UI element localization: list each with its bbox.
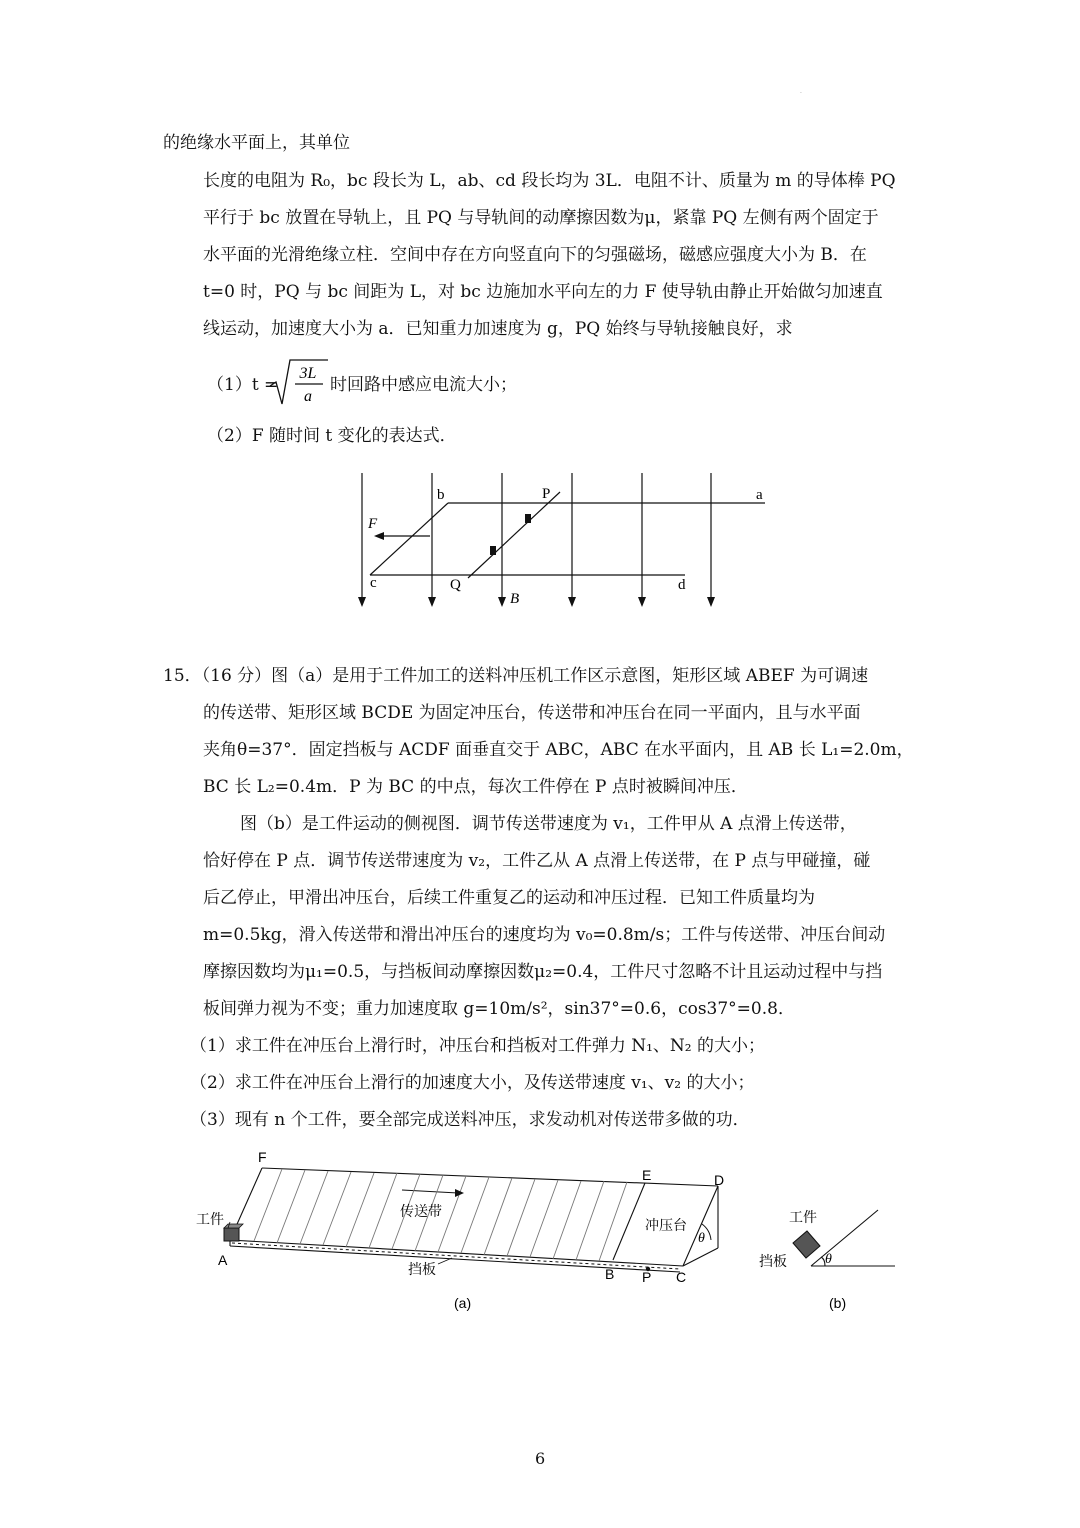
post-lower [490, 546, 496, 555]
label-baffle: 挡板 [408, 1261, 436, 1277]
label-q: Q [450, 577, 461, 593]
label-stamping-table: 冲压台 [645, 1217, 687, 1233]
label-e-corner: E [642, 1167, 652, 1183]
label-theta-b: θ [825, 1252, 832, 1267]
q15-line-2: 夹角θ=37°．固定挡板与 ACDF 面垂直交于 ABC，ABC 在水平面内，且 AB 长 L₁=2.0m， [203, 740, 914, 760]
q15-line-0: 15．（16 分）图（a）是用于工件加工的送料冲压机工作区示意图，矩形区域 ABEF 为可调速 [163, 666, 869, 686]
label-workpiece-b: 工件 [789, 1209, 817, 1225]
q15-line-6: 后乙停止，甲滑出冲压台，后续工件重复乙的运动和冲压过程．已知工件质量均为 [203, 888, 815, 908]
label-workpiece: 工件 [196, 1211, 224, 1227]
q14-sub1-prefix: （1）t = [207, 375, 279, 395]
q15-line-11: （2）求工件在冲压台上滑行的加速度大小，及传送带速度 v₁、v₂ 的大小； [190, 1073, 755, 1093]
q14-line-4: t=0 时，PQ 与 bc 间距为 L，对 bc 边施加水平向左的力 F 使导轨由静止开始做匀加速直 [203, 282, 883, 302]
q14-line-0: 的绝缘水平面上，其单位 [163, 133, 350, 153]
corner-mark: . [800, 88, 802, 95]
post-upper [525, 514, 531, 523]
label-a: a [756, 487, 763, 503]
q14-figure [340, 470, 780, 615]
label-c-corner: C [676, 1269, 687, 1285]
label-baffle-b: 挡板 [759, 1253, 787, 1269]
q15-line-3: BC 长 L₂=0.4m．P 为 BC 的中点，每次工件停在 P 点时被瞬间冲压． [203, 777, 748, 797]
label-conveyor: 传送带 [400, 1203, 442, 1219]
q14-line-3: 水平面的光滑绝缘立柱．空间中存在方向竖直向下的匀强磁场，磁感应强度大小为 B．在 [203, 245, 867, 265]
label-b-field: B [510, 591, 520, 607]
q15-line-4: 图（b）是工件运动的侧视图．调节传送带速度为 v₁，工件甲从 A 点滑上传送带， [240, 814, 857, 834]
q15-line-7: m=0.5kg，滑入传送带和滑出冲压台的速度均为 v₀=0.8m/s；工件与传送带、冲压台间动 [203, 925, 886, 945]
q15-line-12: （3）现有 n 个工件，要全部完成送料冲压，求发动机对传送带多做的功． [190, 1110, 750, 1130]
workpiece-side-block [793, 1231, 820, 1258]
label-d-corner: D [714, 1172, 725, 1188]
q14-line-2: 平行于 bc 放置在导轨上，且 PQ 与导轨间的动摩擦因数为μ，紧靠 PQ 左侧有两个固定于 [203, 208, 879, 228]
workpiece-block [224, 1224, 243, 1241]
q15-line-1: 的传送带、矩形区域 BCDE 为固定冲压台，传送带和冲压台在同一平面内，且与水平面 [203, 703, 861, 723]
label-f-corner: F [258, 1149, 267, 1165]
label-c: c [370, 575, 377, 591]
q14-line-5: 线运动，加速度大小为 a．已知重力加速度为 g，PQ 始终与导轨接触良好，求 [203, 319, 793, 339]
q15-figure-b [755, 1200, 905, 1320]
sqrt-numerator: 3L [299, 365, 317, 382]
label-f: F [368, 516, 378, 532]
label-a-corner: A [218, 1252, 228, 1268]
label-p: P [542, 486, 551, 502]
q15-line-9: 板间弹力视为不变；重力加速度取 g=10m/s²，sin37°=0.6，cos37°=0.8． [203, 999, 795, 1019]
label-b: b [437, 487, 445, 503]
caption-b: (b) [829, 1295, 847, 1311]
q15-line-8: 摩擦因数均为μ₁=0.5，与挡板间动摩擦因数μ₂=0.4，工件尺寸忽略不计且运动过程中与挡 [203, 962, 883, 982]
page-number: 6 [535, 1449, 546, 1468]
sqrt-denominator: a [304, 388, 312, 405]
q14-sub1-suffix: 时回路中感应电流大小； [330, 375, 517, 395]
q15-line-10: （1）求工件在冲压台上滑行时，冲压台和挡板对工件弹力 N₁、N₂ 的大小； [190, 1036, 766, 1056]
q15-figure-a [190, 1148, 750, 1318]
sqrt-formula [268, 356, 330, 408]
label-theta-a: θ [698, 1231, 705, 1246]
q14-line-1: 长度的电阻为 R₀，bc 段长为 L，ab、cd 段长均为 3L．电阻不计、质量为 m 的导体棒 PQ [203, 171, 896, 191]
label-d: d [678, 577, 686, 593]
q14-sub2: （2）F 随时间 t 变化的表达式． [207, 426, 457, 446]
label-b-corner: B [605, 1266, 615, 1282]
caption-a: (a) [454, 1295, 472, 1311]
label-p-corner: P [642, 1269, 652, 1285]
q15-line-5: 恰好停在 P 点．调节传送带速度为 v₂，工件乙从 A 点滑上传送带，在 P 点与甲碰撞，碰 [203, 851, 871, 871]
